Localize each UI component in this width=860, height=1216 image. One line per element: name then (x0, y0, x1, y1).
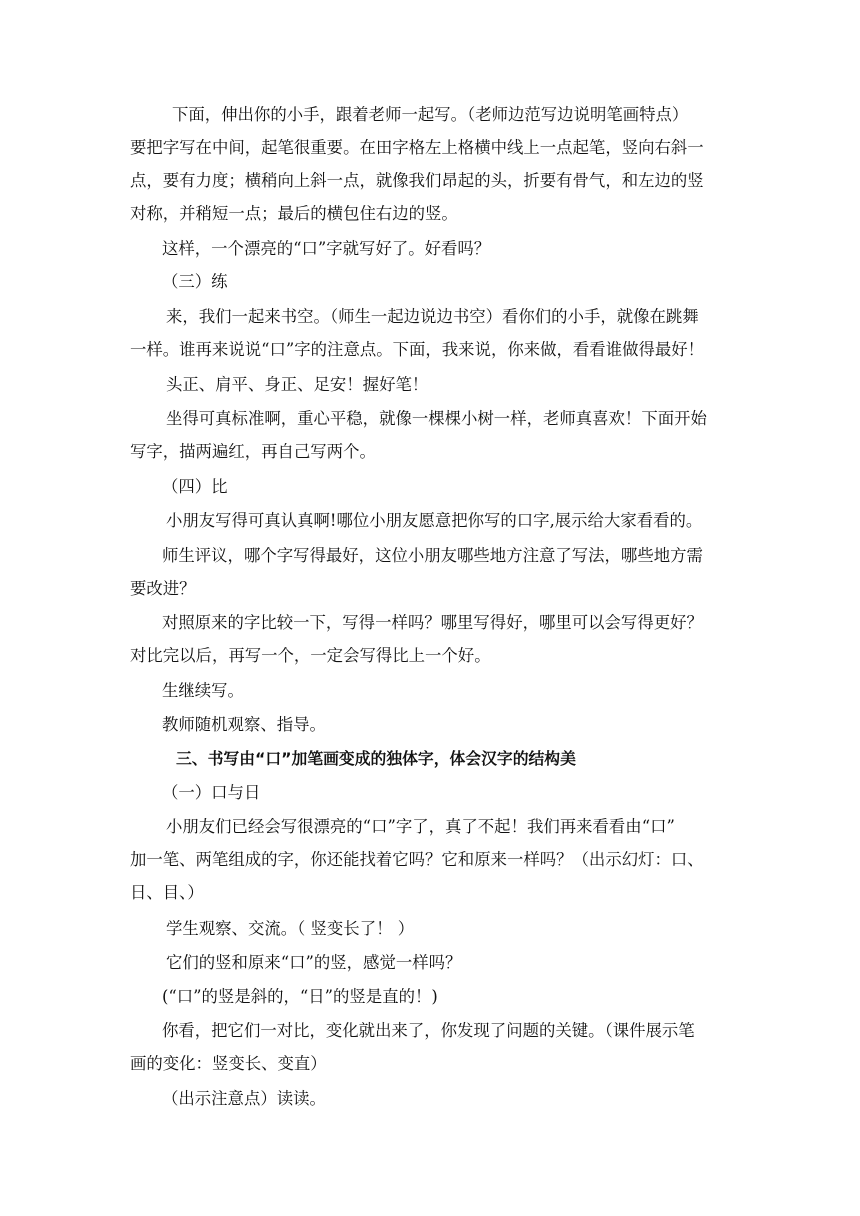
paragraph-line: 对称，并稍短一点；最后的横包住右边的竖。 (130, 204, 458, 223)
paragraph-line: 日、目、） (130, 883, 204, 902)
section-heading: （一）口与日 (162, 783, 261, 802)
paragraph-line: 小朋友们已经会写很漂亮的“口”字了，真了不起！我们再来看看由“口” (166, 817, 675, 836)
paragraph-line: 小朋友写得可真认真啊!哪位小朋友愿意把你写的口字,展示给大家看看的。 (166, 511, 703, 530)
paragraph-line: 画的变化：竖变长、变直） (130, 1054, 327, 1073)
paragraph-line: 一样。谁再来说说“口”字的注意点。下面，我来说，你来做，看看谁做得最好！ (130, 340, 705, 359)
paragraph-line: 要把字写在中间，起笔很重要。在田字格左上格横中线上一点起笔，竖向右斜一 (130, 138, 704, 157)
paragraph-line: (“口”的竖是斜的，“日”的竖是直的！) (162, 987, 438, 1006)
paragraph-line: 这样，一个漂亮的“口”字就写好了。好看吗？ (162, 239, 491, 258)
paragraph-line: 写字，描两遍红，再自己写两个。 (130, 442, 376, 461)
paragraph-line: 坐得可真标准啊，重心平稳，就像一棵棵小树一样，老师真喜欢！下面开始 (166, 409, 707, 428)
paragraph-line: 学生观察、交流。（ 竖变长了！ ） (166, 919, 415, 938)
paragraph-line: 来，我们一起来书空。（师生一起边说边书空）看你们的小手，就像在跳舞 (166, 307, 699, 326)
paragraph-line: 对比完以后，再写一个，一定会写得比上一个好。 (130, 646, 491, 665)
paragraph-line: 头正、肩平、身正、足安！握好笔！ (166, 375, 429, 394)
paragraph-line: （出示注意点）读读。 (162, 1089, 326, 1108)
paragraph-line: 师生评议，哪个字写得最好，这位小朋友哪些地方注意了写法，哪些地方需 (162, 546, 703, 565)
section-heading: （三）练 (162, 272, 228, 291)
paragraph-line: 教师随机观察、指导。 (162, 715, 326, 734)
paragraph-line: 点，要有力度；横稍向上斜一点，就像我们昂起的头，折要有骨气，和左边的竖 (130, 171, 704, 190)
section-title: 三、书写由“口”加笔画变成的独体字，体会汉字的结构美 (176, 749, 576, 768)
paragraph-line: 生继续写。 (162, 681, 244, 700)
paragraph-line: 你看，把它们一对比，变化就出来了，你发现了问题的关键。（课件展示笔 (162, 1021, 695, 1040)
paragraph-line: 它们的竖和原来“口”的竖，感觉一样吗？ (166, 953, 462, 972)
paragraph-line: 要改进？ (130, 579, 196, 598)
paragraph-line: 加一笔、两笔组成的字，你还能找着它吗？它和原来一样吗？（出示幻灯：口、 (130, 850, 704, 869)
section-heading: （四）比 (162, 477, 228, 496)
paragraph-line: 下面，伸出你的小手，跟着老师一起写。（老师边范写边说明笔画特点） (172, 105, 689, 124)
paragraph-line: 对照原来的字比较一下，写得一样吗？哪里写得好，哪里可以会写得更好？ (162, 613, 703, 632)
